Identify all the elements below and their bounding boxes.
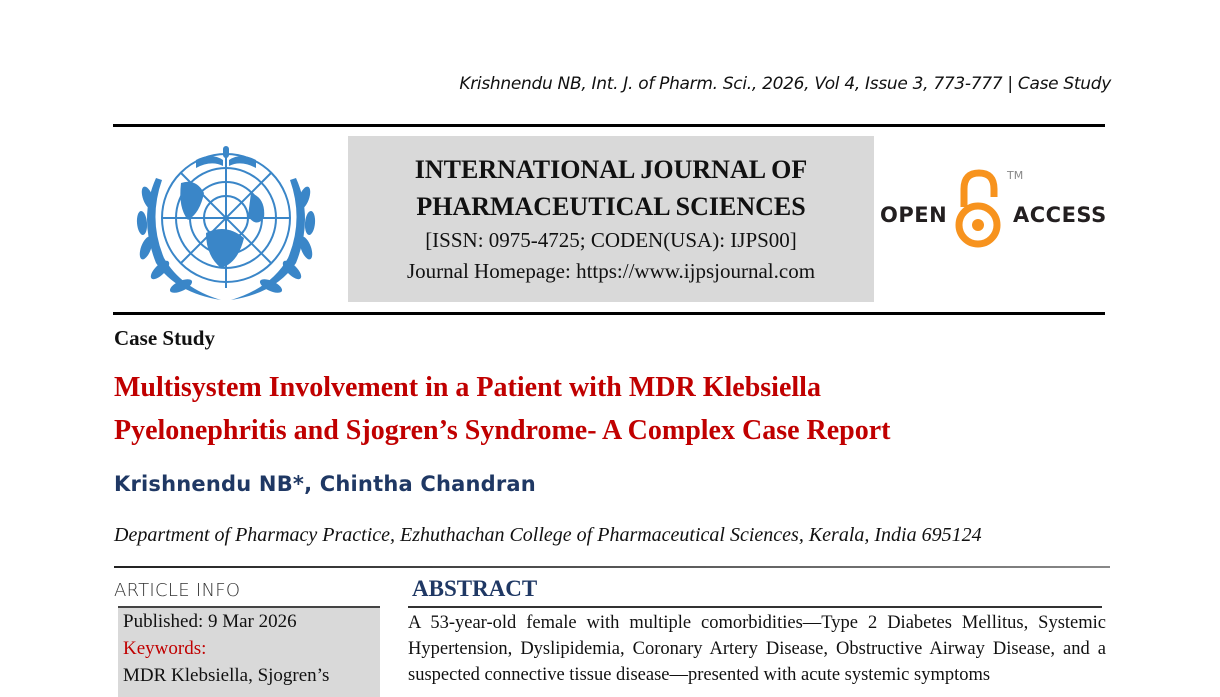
article-affiliation: Department of Pharmacy Practice, Ezhuthachan College of Pharmaceutical Sciences, Kerala, India 695124: [114, 524, 982, 546]
article-type-label: Case Study: [114, 326, 215, 350]
affiliation-divider: [114, 566, 1110, 568]
keywords-value: MDR Klebsiella, Sjogren’s: [123, 665, 330, 686]
published-date: Published: 9 Mar 2026: [123, 611, 297, 632]
article-info-box: [118, 606, 380, 697]
trademark-mark: TM: [1007, 169, 1024, 182]
article-info-heading: ARTICLE INFO: [114, 580, 241, 601]
abstract-divider: [408, 606, 1102, 608]
header-top-rule: [113, 124, 1105, 127]
running-header-citation: Krishnendu NB, Int. J. of Pharm. Sci., 2026, Vol 4, Issue 3, 773-777 | Case Study: [459, 74, 1111, 94]
journal-title-box: [348, 136, 874, 302]
abstract-text: A 53-year-old female with multiple comorbidities—Type 2 Diabetes Mellitus, Systemic Hypertension, Dyslipidemia, Coronary Artery Disease, Obstructive Airway Disease, and a suspected connective tissue disease—presented with acute systemic symptoms: [408, 613, 1106, 685]
header-bottom-rule: [113, 312, 1105, 315]
open-access-right-word: ACCESS: [1013, 203, 1107, 227]
open-lock-icon: [954, 167, 1002, 251]
article-title-line1: Multisystem Involvement in a Patient with MDR Klebsiella: [114, 372, 821, 403]
article-title-line2: Pyelonephritis and Sjogren’s Syndrome- A Complex Case Report: [114, 415, 891, 446]
journal-title-line2: PHARMACEUTICAL SCIENCES: [416, 192, 806, 221]
journal-issn: [ISSN: 0975-4725; CODEN(USA): IJPS00]: [425, 228, 797, 252]
journal-homepage-link[interactable]: Journal Homepage: https://www.ijpsjournal.com: [406, 259, 816, 283]
un-caduceus-emblem-icon: [126, 138, 326, 306]
keywords-label: Keywords:: [123, 638, 207, 659]
open-access-left-word: OPEN: [880, 203, 948, 227]
journal-title-line1: INTERNATIONAL JOURNAL OF: [414, 155, 808, 184]
article-title: [114, 366, 1114, 452]
abstract-heading: ABSTRACT: [412, 576, 538, 601]
article-authors: Krishnendu NB*, Chintha Chandran: [114, 472, 536, 496]
journal-emblem-logo: [126, 138, 326, 306]
open-access-logo: [880, 165, 1110, 255]
